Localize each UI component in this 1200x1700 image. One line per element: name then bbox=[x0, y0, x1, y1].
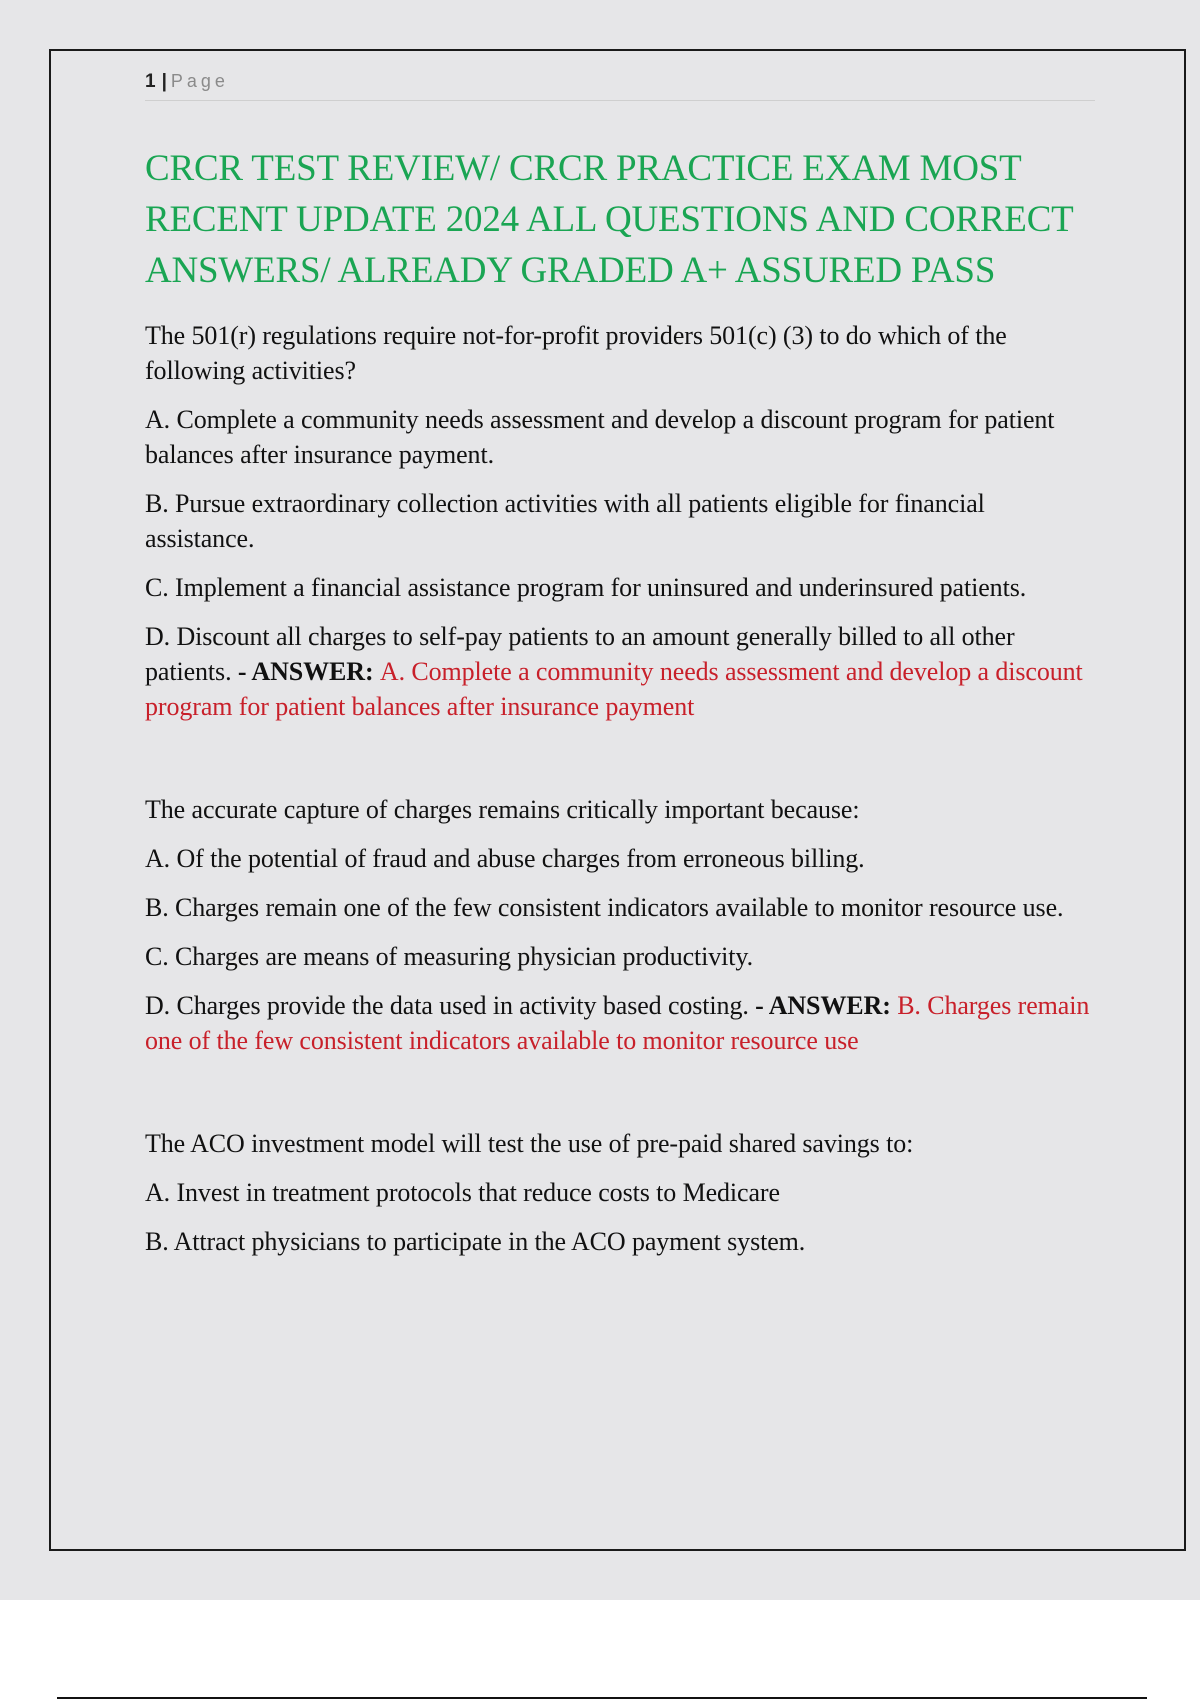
q1-option-d: D. Discount all charges to self-pay patients to an amount generally billed to all other patients. bbox=[145, 622, 1015, 686]
page-separator: | bbox=[161, 71, 167, 92]
document-content bbox=[145, 66, 1095, 1259]
page-label: Page bbox=[170, 71, 229, 91]
q2-option-d-with-answer bbox=[145, 988, 1095, 1058]
q2-option-b: B. Charges remain one of the few consistent indicators available to monitor resource use. bbox=[145, 893, 1064, 922]
q2-option-c: C. Charges are means of measuring physician productivity. bbox=[145, 942, 754, 971]
footer-divider bbox=[57, 1697, 1147, 1699]
q3-option-a: A. Invest in treatment protocols that reduce costs to Medicare bbox=[145, 1178, 780, 1207]
q2-option-d: D. Charges provide the data used in activity based costing. bbox=[145, 991, 749, 1020]
q3-option-b: B. Attract physicians to participate in the ACO payment system. bbox=[145, 1227, 806, 1256]
question-3: The ACO investment model will test the use of pre-paid shared savings to: bbox=[145, 1129, 914, 1158]
q1-option-d-with-answer bbox=[145, 619, 1095, 724]
page-number: 1 bbox=[145, 71, 156, 92]
q1-answer-text: A. Complete a community needs assessment and develop a discount program for patient balances after insurance payment bbox=[145, 657, 1083, 721]
q1-answer-label: - ANSWER: bbox=[231, 657, 380, 686]
q2-option-a: A. Of the potential of fraud and abuse charges from erroneous billing. bbox=[145, 844, 865, 873]
document-title: CRCR TEST REVIEW/ CRCR PRACTICE EXAM MOST RECENT UPDATE 2024 ALL QUESTIONS AND CORRECT ANSWERS/ ALREADY GRADED A+ ASSURED PASS bbox=[145, 148, 1073, 291]
question-1: The 501(r) regulations require not-for-profit providers 501(c) (3) to do which of the following activities? bbox=[145, 321, 1007, 385]
q2-answer-label: - ANSWER: bbox=[748, 991, 898, 1020]
q1-option-c: C. Implement a financial assistance program for uninsured and underinsured patients. bbox=[145, 573, 1027, 602]
q1-option-a: A. Complete a community needs assessment and develop a discount program for patient balances after insurance payment. bbox=[145, 405, 1055, 469]
page-header bbox=[145, 66, 1095, 101]
question-2: The accurate capture of charges remains critically important because: bbox=[145, 795, 860, 824]
q1-option-b: B. Pursue extraordinary collection activities with all patients eligible for financial assistance. bbox=[145, 489, 985, 553]
q2-answer-text: B. Charges remain one of the few consistent indicators available to monitor resource use bbox=[145, 991, 1090, 1055]
